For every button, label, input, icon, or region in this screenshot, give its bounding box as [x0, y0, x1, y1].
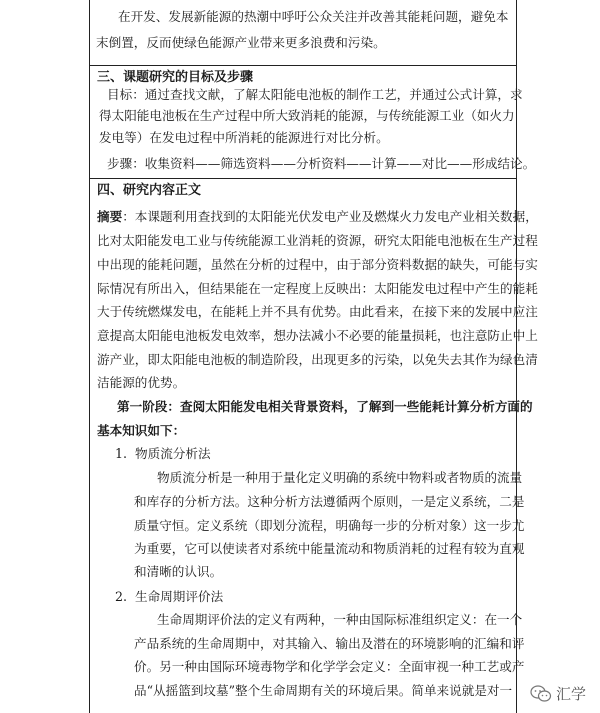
list-item-line: 质量守恒。定义系统（即划分流程，明确每一步的分析对象）这一步尤	[134, 518, 525, 533]
steps-line: 步骤：收集资料——筛选资料——分析资料——计算——对比——形成结论。	[107, 156, 536, 171]
goal-line: 得太阳能电池板在生产过程中所大致消耗的能源，与传统能源工业（如火力	[99, 108, 515, 123]
abstract-line: 比对太阳能发电工业与传统能源工业消耗的资源，研究太阳能电池板在生产过程	[97, 233, 538, 248]
abstract-line: 意提高太阳能电池板发电效率，想办法减小不必要的能量损耗，也注意防止中上	[97, 328, 538, 343]
abstract-line: 游产业，即太阳能电池板的制造阶段，出现更多的污染，以免失去其作为绿色清	[97, 352, 538, 367]
intro-line: 在开发、发展新能源的热潮中呼吁公众关注并改善其能耗问题，避免本	[118, 9, 509, 24]
list-item-title: 生命周期评价法	[135, 589, 224, 604]
table-divider	[89, 178, 516, 179]
list-item-line: 品“从摇篮到坟墓”整个生命周期有关的环境后果。简单来说就是对一	[134, 683, 513, 698]
list-item-line: 价。另一种由国际环境毒物学和化学学会定义：全面审视一种工艺或产	[134, 659, 525, 674]
watermark	[530, 683, 586, 704]
list-item-line: 和清晰的认识。	[134, 564, 223, 579]
goal-line: 目标：通过查找文献，了解太阳能电池板的制作工艺，并通过公式计算，求	[107, 87, 523, 102]
list-number: 1.	[115, 446, 128, 461]
list-item-line: 产品系统的生命周期中，对其输入、输出及潜在的环境影响的汇编和评	[134, 636, 525, 651]
abstract-line: 中出现的能耗问题，虽然在分析的过程中，由于部分资料数据的缺失，可能与实	[97, 257, 538, 272]
list-number: 2.	[115, 589, 128, 604]
abstract-line	[97, 209, 538, 225]
list-item-title: 物质流分析法	[135, 446, 211, 461]
list-item-line: 物质流分析是一种用于量化定义明确的系统中物料或者物质的流量	[157, 470, 523, 485]
section-3-heading: 三、课题研究的目标及步骤	[97, 70, 254, 85]
stage-1-heading: 基本知识如下：	[97, 423, 186, 438]
watermark-text: 汇学	[555, 685, 586, 703]
intro-line: 末倒置，反而使绿色能源产业带来更多浪费和污染。	[96, 35, 386, 50]
list-item-line: 和库存的分析方法。这种分析方法遵循两个原则，一是定义系统，二是	[134, 494, 525, 509]
goal-line: 发电等）在发电过程中所消耗的能源进行对比分析。	[99, 130, 389, 145]
abstract-line-rest: ：本课题利用查找到的太阳能光伏发电产业及燃煤火力发电产业相关数据，	[122, 209, 538, 224]
section-4-heading: 四、研究内容正文	[97, 183, 202, 198]
list-item-line: 生命周期评价法的定义有两种，一种由国际标准组织定义：在一个	[157, 612, 523, 627]
list-item-line: 为重要，它可以使读者对系统中能量流动和物质消耗的过程有较为直观	[134, 541, 525, 556]
wechat-icon	[530, 685, 552, 703]
abstract-line: 际情况有所出入，但结果能在一定程度上反映出：太阳能发电过程中产生的能耗	[97, 281, 538, 296]
stage-1-heading: 第一阶段：查阅太阳能发电相关背景资料，了解到一些能耗计算分析方面的	[117, 399, 533, 414]
abstract-line: 大于传统燃煤发电，在能耗上并不具有优势。由此看来，在接下来的发展中应注	[97, 304, 538, 319]
abstract-line: 洁能源的优势。	[97, 375, 186, 390]
table-divider	[89, 65, 516, 66]
abstract-label: 摘要	[97, 209, 123, 224]
